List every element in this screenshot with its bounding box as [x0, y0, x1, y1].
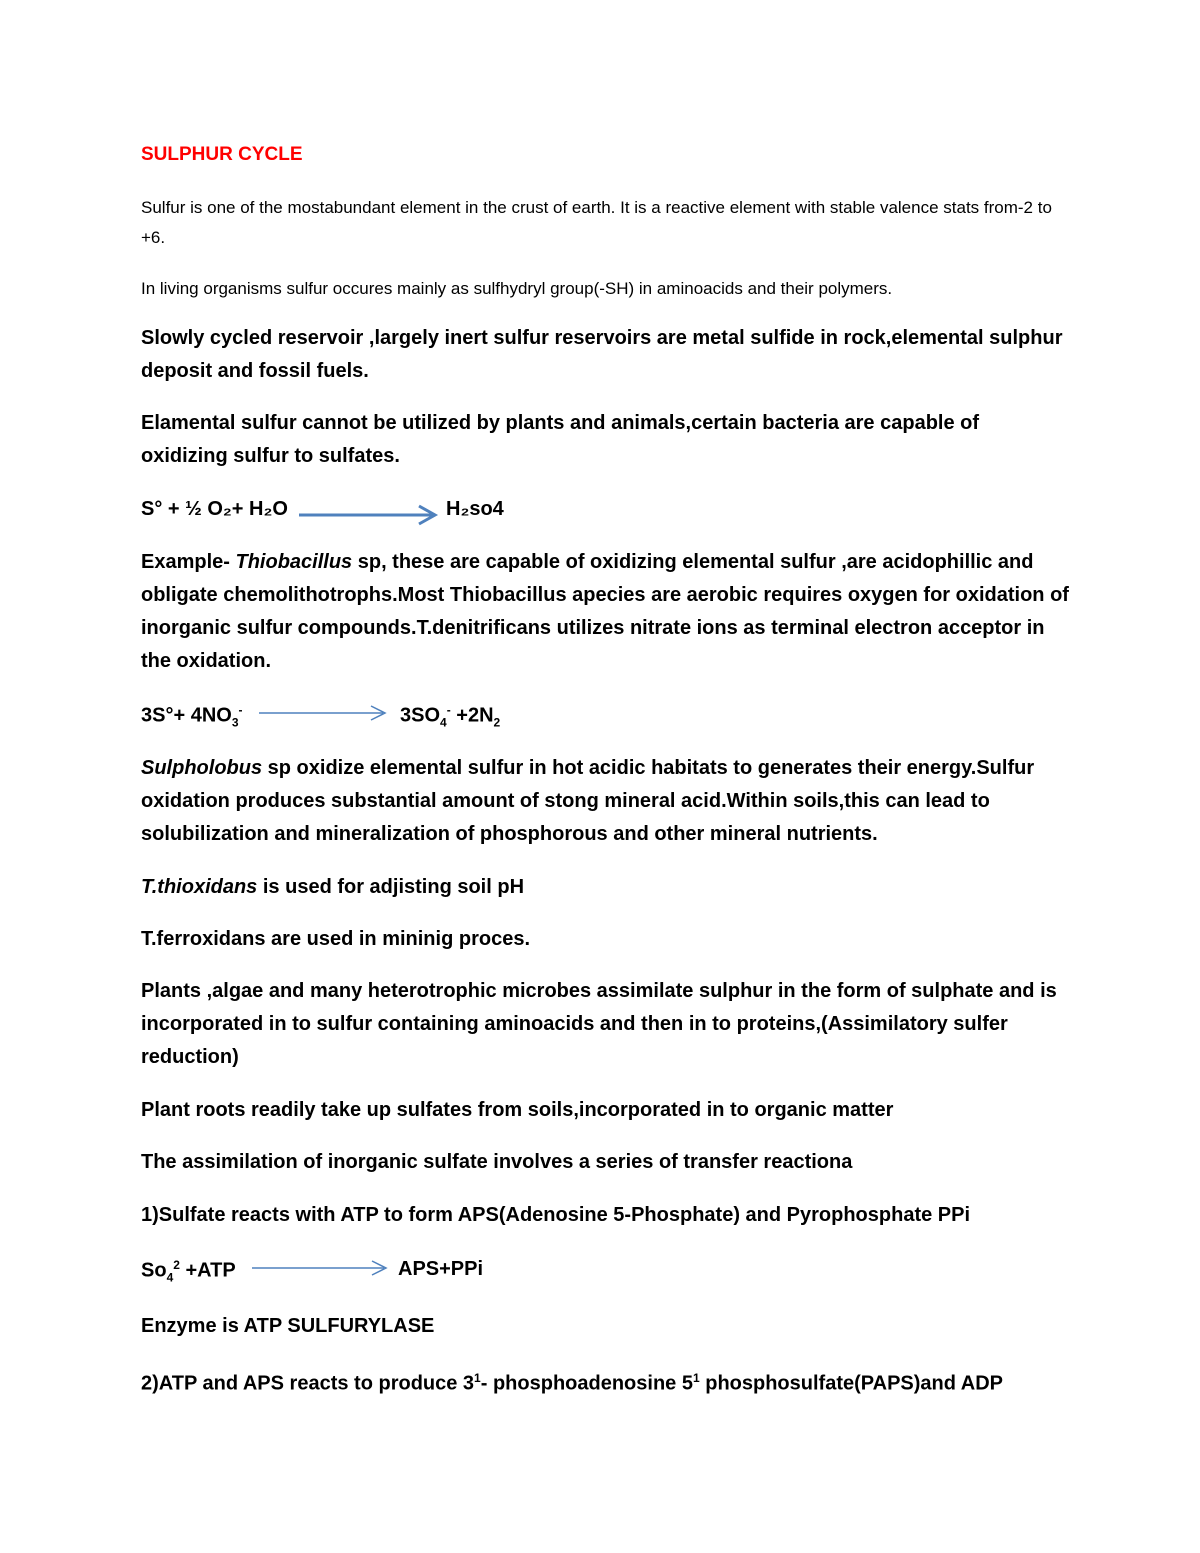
paragraph-intro: Sulfur is one of the mostabundant element in the crust of earth. It is a reactive element with stable valence stats from-2 to +6. [141, 198, 1052, 247]
equation-denitrification [141, 703, 641, 733]
paragraph-step-2: 2)ATP and APS reacts to produce $3^1-$ phosphoadenosine $5^1$ phosphosulfate(PAPS)and ADP [141, 1371, 1004, 1395]
genus-sulpholobus: Sulpholobus [141, 757, 263, 779]
equation-left: $So_4^2 +ATP$ [141, 1258, 236, 1285]
genus-thiobacillus: Thiobacillus [235, 551, 353, 573]
paragraph-living-organisms: In living organisms sulfur occures mainly as sulfhydryl group(-SH) in aminoacids and their polymers. [141, 279, 893, 298]
equation-left: S° + ½ O₂+ H₂O [141, 498, 288, 520]
paragraph-enzyme: Enzyme is ATP SULFURYLASE [141, 1315, 435, 1337]
equation-left: $3S^\circ+ 4NO_3^-$ [141, 703, 243, 730]
reaction-arrow [297, 500, 439, 526]
reaction-arrow [257, 703, 389, 725]
reaction-arrow [250, 1258, 390, 1280]
equation-right: $3SO_4^- +2N_2$ [400, 703, 501, 730]
paragraph-thioxidans: T.thioxidans is used for adjisting soil pH [141, 876, 525, 898]
document-title: SULPHUR CYCLE [141, 144, 303, 165]
paragraph-thiobacillus: Example- Thiobacillus sp, these are capable of oxidizing elemental sulfur ,are acidophillic and obligate chemolithotrophs.Most Thiobacillus apecies are aerobic requires oxygen for oxidation of inorganic sulfur compounds.T.denitrificans utilizes nitrate ions as terminal electron acceptor in the oxidation. [141, 551, 1069, 672]
species-thioxidans: T.thioxidans [141, 876, 258, 898]
equation-right: H₂so4 [446, 498, 504, 520]
paragraph-plant-roots: Plant roots readily take up sulfates from soils,incorporated in to organic matter [141, 1099, 894, 1121]
paragraph-assimilatory-reduction: Plants ,algae and many heterotrophic microbes assimilate sulphur in the form of sulphate and is incorporated in to sulfur containing aminoacids and then in to proteins,(Assimilatory sulfer reduction) [141, 980, 1057, 1068]
paragraph-ferroxidans: T.ferroxidans are used in mininig proces. [141, 928, 530, 950]
equation-right: APS+PPi [398, 1258, 484, 1280]
paragraph-reservoir: Slowly cycled reservoir ,largely inert sulfur reservoirs are metal sulfide in rock,elemental sulphur deposit and fossil fuels. [141, 327, 1063, 382]
paragraph-sulpholobus: Sulpholobus sp oxidize elemental sulfur in hot acidic habitats to generates their energy.Sulfur oxidation produces substantial amount of stong mineral acid.Within soils,this can lead to solubilization and mineralization of phosphorous and other mineral nutrients. [141, 757, 1035, 845]
paragraph-elemental-sulfur: Elamental sulfur cannot be utilized by plants and animals,certain bacteria are capable of oxidizing sulfur to sulfates. [141, 412, 980, 467]
paragraph-assimilation: The assimilation of inorganic sulfate involves a series of transfer reactiona [141, 1151, 853, 1173]
equation-sulfur-oxidation [141, 498, 641, 528]
paragraph-step-1: 1)Sulfate reacts with ATP to form APS(Adenosine 5-Phosphate) and Pyrophosphate PPi [141, 1204, 971, 1226]
equation-atp-sulfurylase [141, 1258, 641, 1288]
